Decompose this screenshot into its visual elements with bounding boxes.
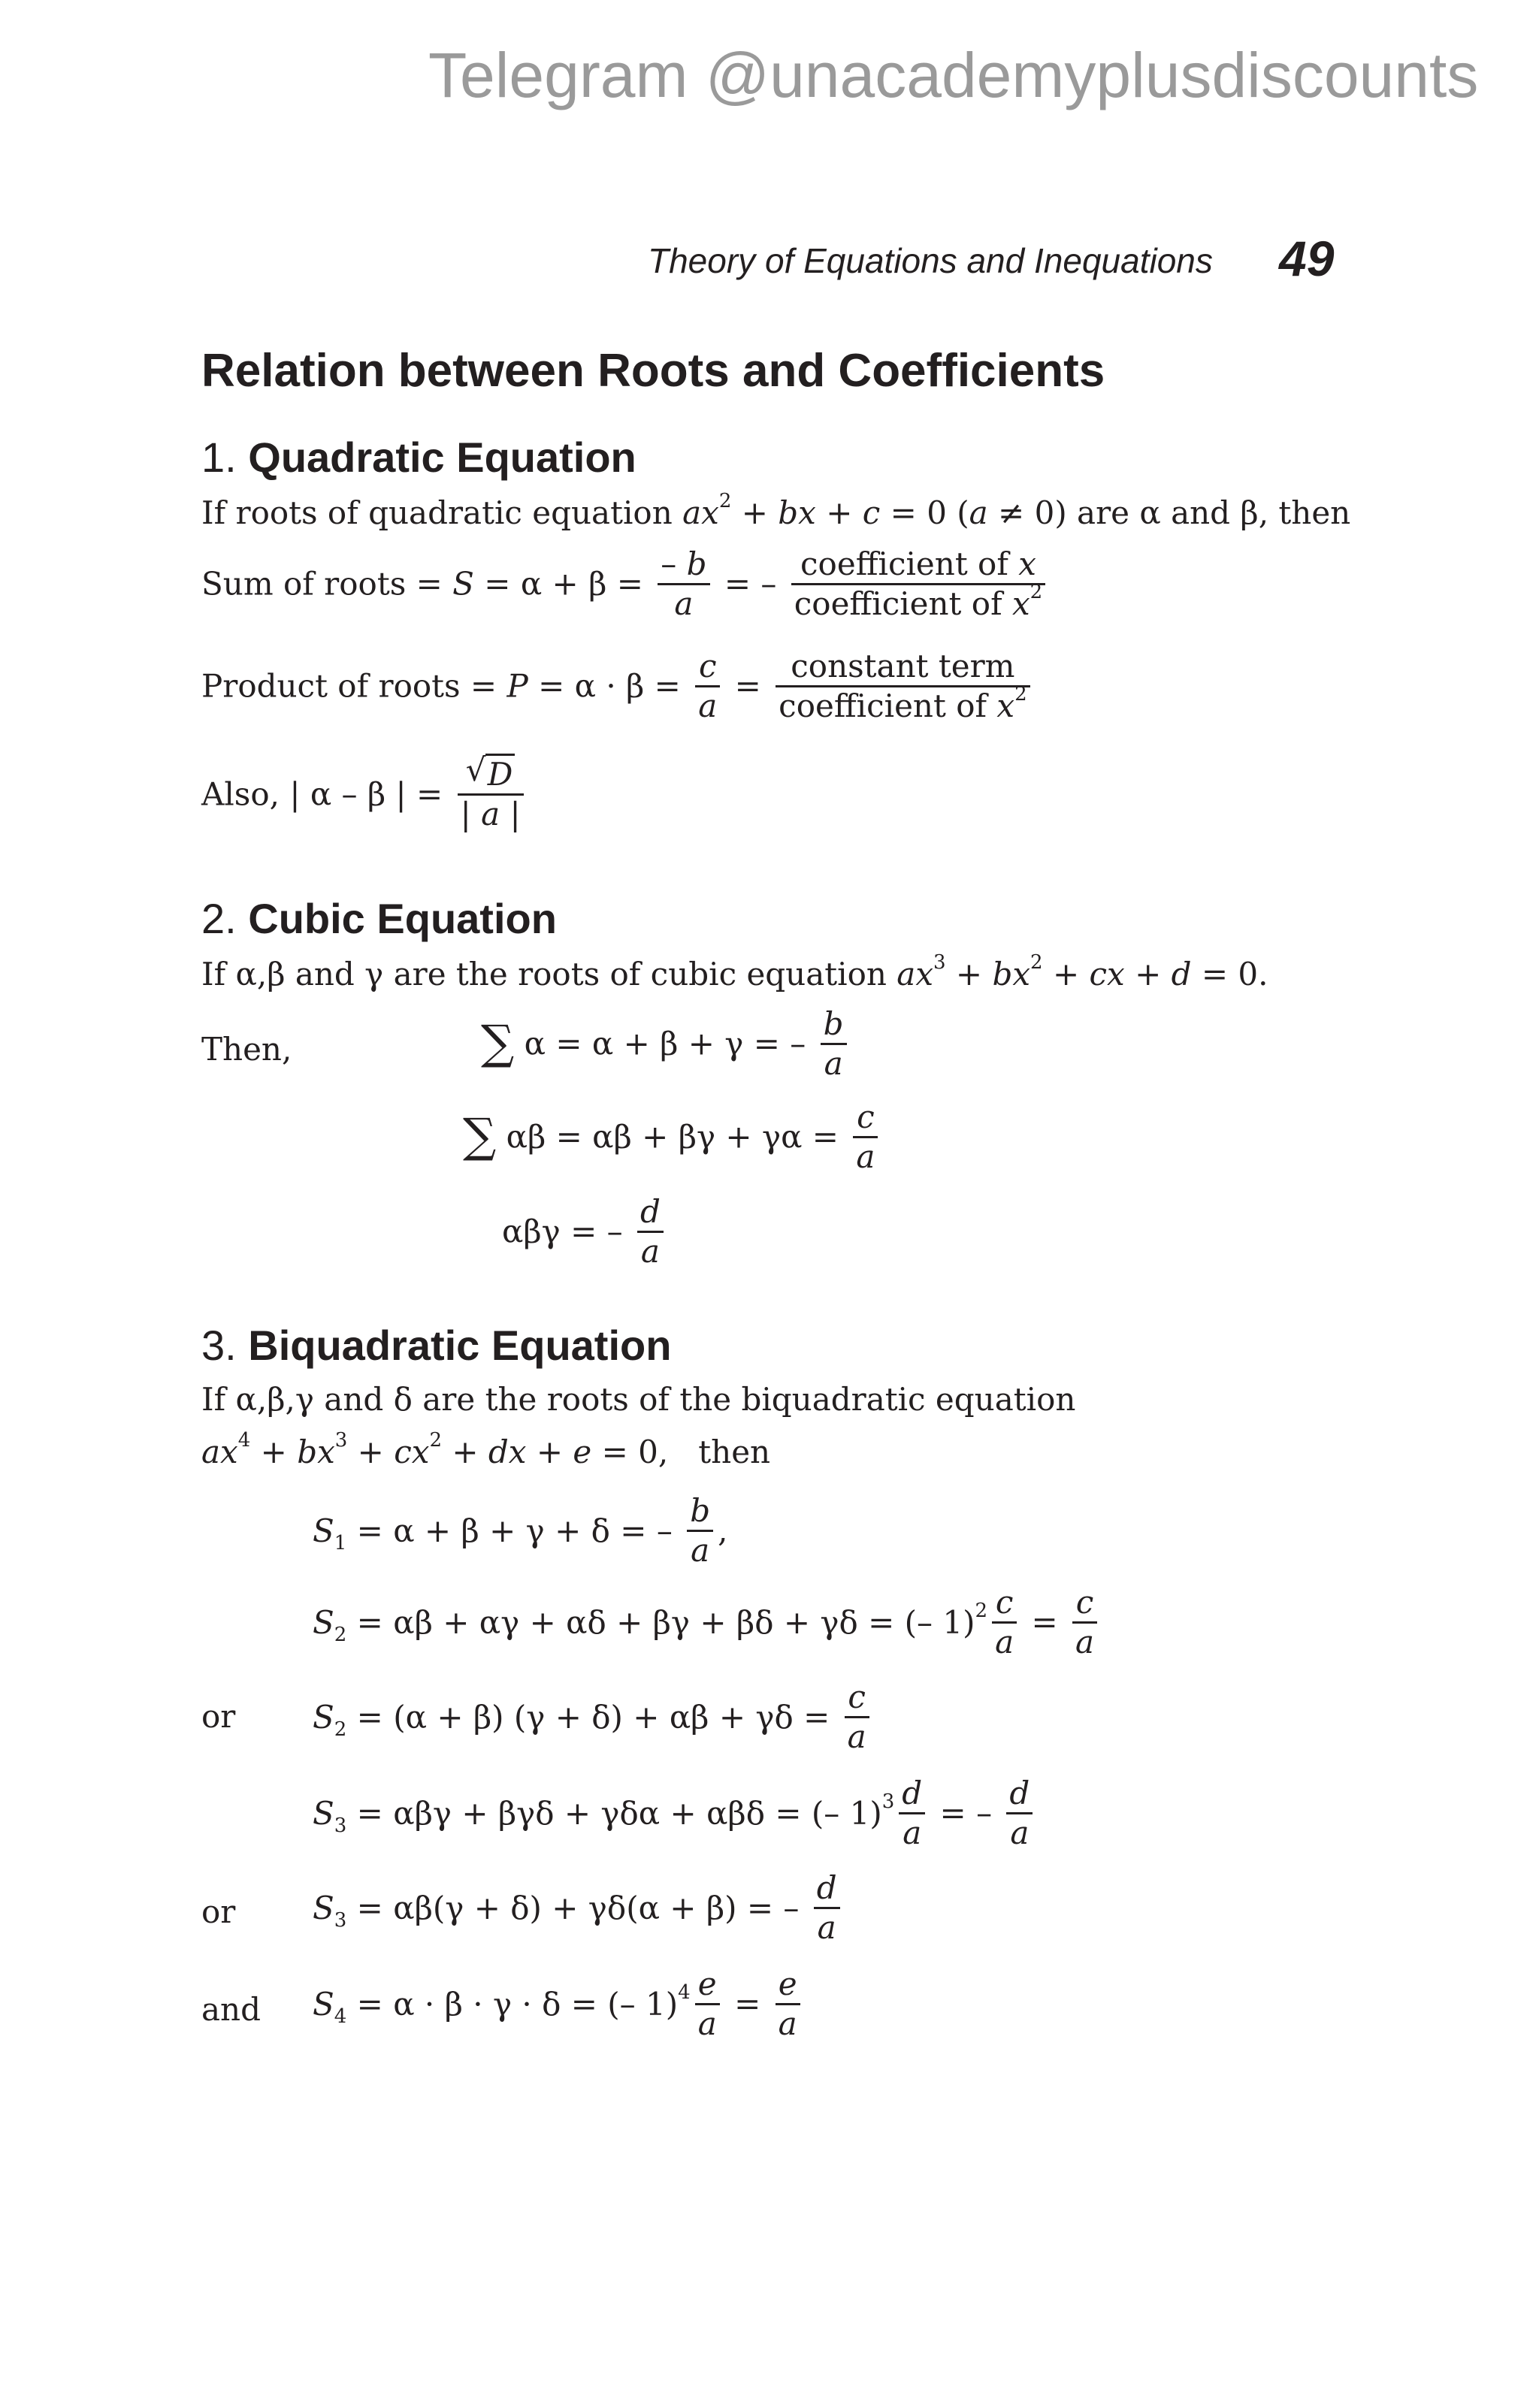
biquadratic-intro: If α,β,γ and δ are the roots of the biquadratic equation: [201, 1381, 1076, 1418]
subsection-title: Biquadratic Equation: [248, 1322, 672, 1369]
s2-alternate-formula: $S_2 = (\alpha + \beta) (\gamma + \delta) + \alpha\beta + \gamma\delta$ = $\frac{c}{a}$: [313, 1681, 874, 1753]
subsection-number: 3.: [201, 1322, 237, 1369]
subsection-heading-cubic: [201, 894, 557, 943]
cubic-then-label: Then,: [201, 1031, 292, 1068]
s1-formula: $S_1 = \alpha + \beta + \gamma + \delta$ = – $\frac{b}{a}$ ,: [313, 1492, 728, 1569]
cubic-product-formula: αβγ = – $\frac{d}{a}$: [502, 1196, 668, 1267]
and-label: and: [201, 1991, 261, 2028]
cubic-intro: If α,β and γ are the roots of cubic equation $ax^3 + bx^2$ + cx + d = 0.: [201, 951, 1268, 993]
or-label-1: or: [201, 1698, 236, 1735]
s3-alternate-formula: $S_3 = \alpha\beta(\gamma + \delta) + \gamma\delta(\alpha + \beta)$ = – $\frac{d}{a}$: [313, 1872, 845, 1944]
subsection-number: 2.: [201, 895, 237, 942]
product-label: Product of roots =: [201, 667, 507, 705]
subsection-heading-biquadratic: [201, 1321, 671, 1370]
biquadratic-equation: $ax^4 + bx^3 + cx^2$ + dx + e = 0, then: [201, 1429, 771, 1470]
s2-formula: $S_2 = \alpha\beta + \alpha\gamma + \alpha\delta + \beta\gamma + \beta\delta + \gamma\delta$ = (– 1)$^2$ $\frac{c}{a}$ = $\frac{c}{a}$: [313, 1587, 1102, 1658]
then-word: then: [698, 1434, 771, 1470]
subsection-title: Quadratic Equation: [248, 434, 636, 481]
quadratic-intro: If roots of quadratic equation $ax^2$ + bx + c = 0 (a ≠ 0) are α and β, then: [201, 490, 1351, 531]
intro-text: If roots of quadratic equation: [201, 494, 683, 531]
subsection-number: 1.: [201, 434, 237, 481]
intro-text: If α,β and γ are the roots of cubic equation: [201, 956, 897, 993]
sum-of-roots-formula: Sum of roots = S = α + β = $\frac{- b}{a}$ = – $\frac{\text{coefficient of x}}{coefficient of x^2}$: [201, 548, 1050, 620]
cubic-sum-formula: ∑ α = α + β + γ = – $\frac{b}{a}$: [481, 1008, 851, 1080]
watermark: Telegram @unacademyplusdiscounts: [428, 40, 1479, 110]
root-difference-formula: Also, | α – β | = √ $\frac{D}{| a |}$: [201, 759, 528, 830]
or-label-2: or: [201, 1893, 236, 1930]
s4-formula: $S_4 = \alpha \cdot \beta \cdot \gamma \cdot \delta$ = (– 1)$^4$ $\frac{e}{a}$ = $\frac{e}{a}$: [313, 1968, 805, 2040]
section-title: Relation between Roots and Coefficients: [201, 345, 1105, 397]
fraction-word: coefficient of: [800, 545, 1019, 582]
fraction-word: constant term: [791, 648, 1015, 684]
fraction-word: coefficient of: [794, 585, 1012, 622]
s3-formula: $S_3 = \alpha\beta\gamma + \beta\gamma\delta + \gamma\delta\alpha + \alpha\beta\delta$ = (– 1)$^3$ $\frac{d}{a}$ = – $\frac{d}{a}$: [313, 1778, 1037, 1849]
cubic-pair-sum-formula: ∑ αβ = αβ + βγ + γα = $\frac{c}{a}$: [463, 1101, 882, 1173]
running-title: Theory of Equations and Inequations: [648, 241, 1213, 280]
also-label: Also,: [201, 775, 290, 813]
page-number: 49: [1279, 231, 1335, 286]
fraction-word: coefficient of: [779, 687, 997, 724]
subsection-heading-quadratic: [201, 433, 636, 482]
subsection-title: Cubic Equation: [248, 895, 557, 942]
product-of-roots-formula: Product of roots = P = α · β = $\frac{c}{a}$ = $\frac{\text{constant term}}{coefficient of x^2}$: [201, 651, 1035, 722]
intro-text-end: are α and β, then: [1066, 494, 1351, 531]
sum-label: Sum of roots =: [201, 565, 453, 603]
